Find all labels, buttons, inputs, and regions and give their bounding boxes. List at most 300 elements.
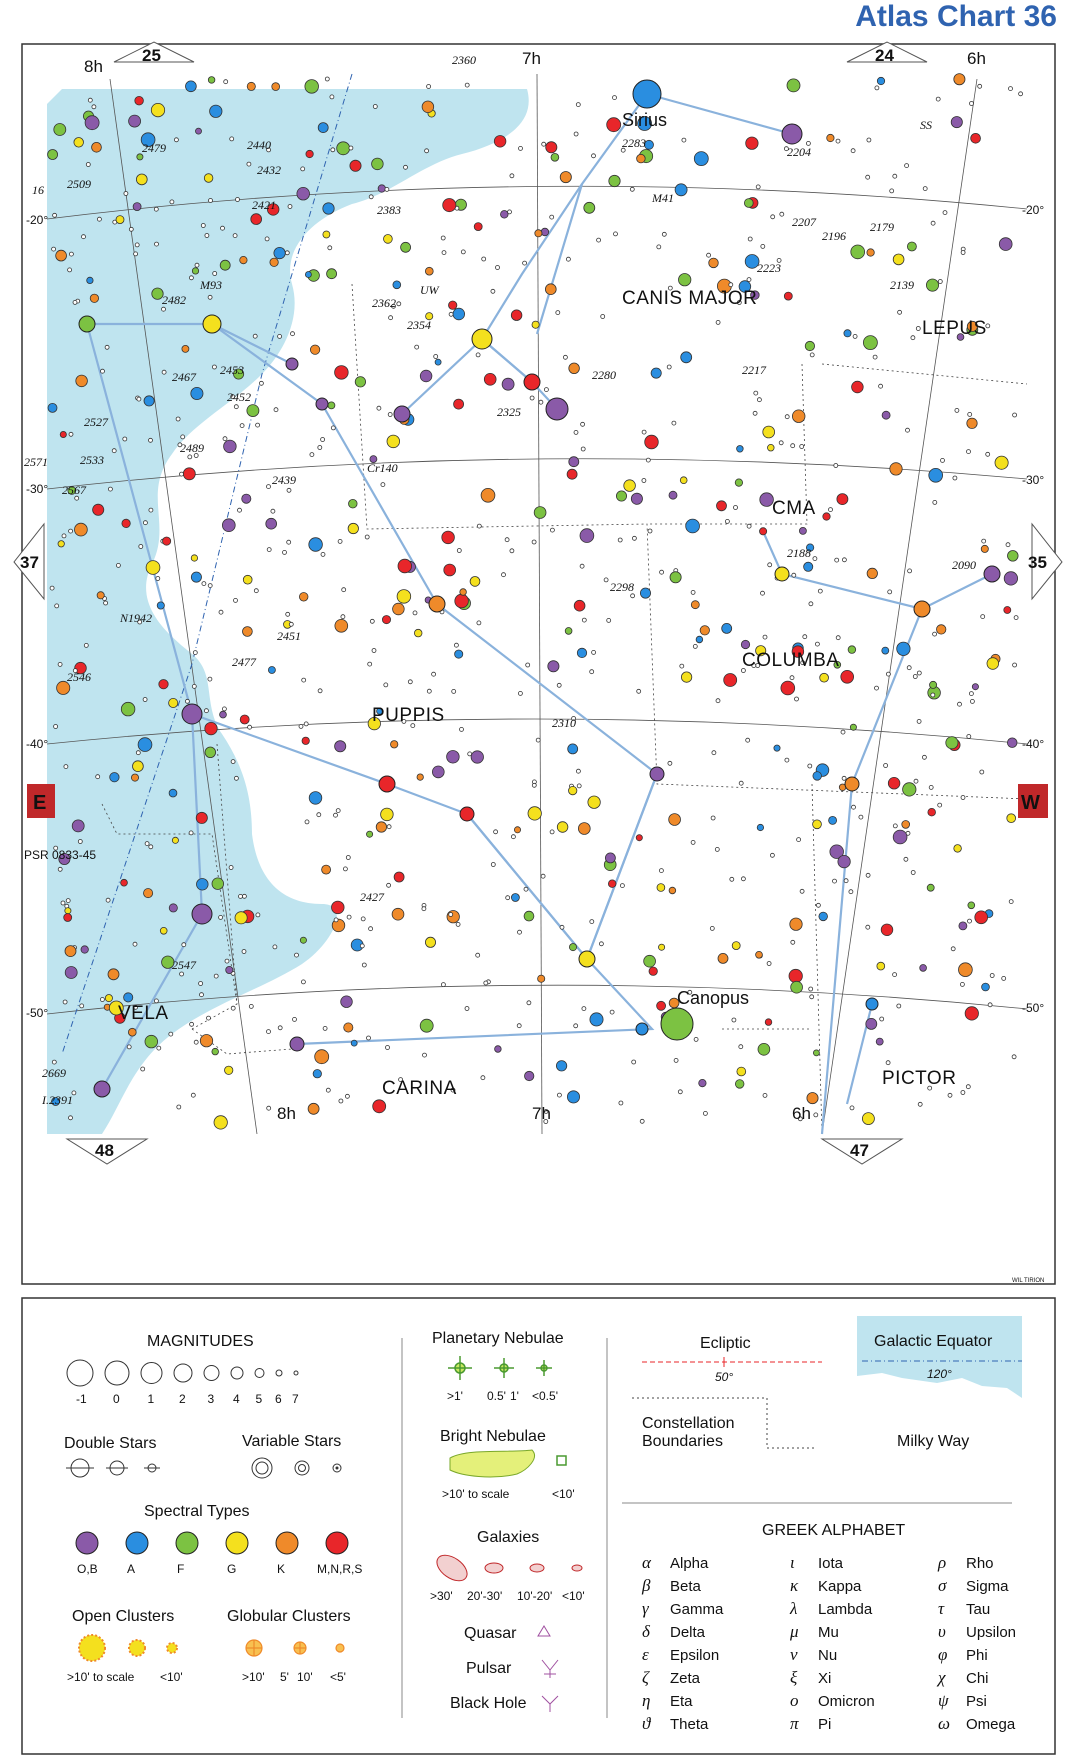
object-label: 2467 [172, 370, 196, 384]
star [52, 247, 56, 251]
greek-symbol: ω [938, 1714, 951, 1733]
star [918, 1102, 922, 1106]
star [323, 203, 334, 214]
bright-star[interactable] [290, 1037, 304, 1051]
star [592, 154, 596, 158]
star [550, 830, 554, 834]
star [199, 982, 203, 986]
star [938, 803, 942, 807]
star [48, 150, 58, 160]
greek-symbol: ν [790, 1645, 798, 1664]
star [792, 573, 796, 577]
star [432, 672, 436, 676]
object-label: 2427 [360, 890, 384, 904]
star [823, 513, 830, 520]
bright-star[interactable] [775, 567, 789, 581]
bright-star[interactable] [203, 315, 221, 333]
star [867, 568, 877, 578]
bright-star[interactable] [984, 566, 1000, 582]
star [136, 174, 147, 185]
star [63, 1000, 67, 1004]
star [145, 842, 149, 846]
star [833, 879, 837, 883]
object-label: 2090 [952, 558, 976, 572]
star [556, 311, 560, 315]
object-label: 2439 [272, 473, 296, 487]
star [455, 650, 463, 658]
star [849, 890, 853, 894]
spectral-swatch [126, 1532, 148, 1554]
star [116, 563, 120, 567]
constellation-columba: COLUMBA [742, 650, 840, 671]
object-label: 2547 [172, 958, 196, 972]
star [818, 589, 822, 593]
star [624, 480, 636, 492]
star [724, 674, 737, 687]
star [97, 592, 104, 599]
object-label: 2280 [592, 368, 616, 382]
star [785, 758, 789, 762]
greek-name: Eta [670, 1693, 693, 1710]
star [144, 396, 154, 406]
svg-text:<5': <5' [330, 1670, 346, 1684]
star [64, 914, 72, 922]
spectral-swatch [276, 1532, 298, 1554]
star-chart[interactable] [22, 44, 1055, 1284]
spectral-swatch [76, 1532, 98, 1554]
object-label: 2527 [84, 415, 108, 429]
star [542, 142, 546, 146]
object-label: N1942 [120, 611, 153, 625]
dec-label: -20° [1022, 203, 1045, 217]
bright-star[interactable] [94, 1081, 110, 1097]
star [155, 242, 159, 246]
magnitude-label: 4 [233, 1392, 240, 1406]
bright-star[interactable] [579, 951, 595, 967]
star [961, 251, 965, 255]
star [318, 446, 322, 450]
star [235, 912, 247, 924]
star [297, 187, 310, 200]
star [225, 959, 229, 963]
bright-star[interactable] [429, 596, 445, 612]
star [321, 438, 325, 442]
bright-star[interactable] [633, 80, 661, 108]
star [501, 211, 509, 219]
star [842, 776, 846, 780]
star [893, 254, 904, 265]
star [760, 528, 767, 535]
star [850, 724, 856, 730]
star [144, 889, 153, 898]
star [265, 237, 269, 241]
bright-star[interactable] [782, 124, 802, 144]
star [177, 1105, 181, 1109]
star [710, 926, 714, 930]
star [550, 528, 554, 532]
star [800, 445, 804, 449]
svg-text:Ecliptic: Ecliptic [700, 1335, 751, 1352]
star [369, 195, 373, 199]
star [816, 903, 820, 907]
star [174, 138, 178, 142]
star [370, 619, 374, 623]
star [813, 820, 822, 829]
bright-star[interactable] [914, 601, 930, 617]
star [815, 642, 819, 646]
greek-symbol: λ [790, 1599, 798, 1618]
star [680, 664, 684, 668]
star [334, 813, 338, 817]
star [350, 160, 361, 171]
star [538, 975, 545, 982]
star [441, 983, 445, 987]
star [494, 830, 498, 834]
star [136, 751, 140, 755]
star [707, 253, 711, 257]
star [548, 661, 559, 672]
object-label: I.2391 [42, 1093, 73, 1107]
star [336, 809, 340, 813]
east-marker [27, 784, 55, 818]
star [725, 519, 729, 523]
star [299, 593, 308, 602]
star [360, 944, 364, 948]
greek-symbol: ο [790, 1691, 799, 1710]
star [875, 86, 879, 90]
greek-name: Psi [966, 1693, 987, 1710]
star [1007, 814, 1016, 823]
star [219, 610, 223, 614]
star [256, 423, 260, 427]
star [566, 257, 570, 261]
star [761, 244, 765, 248]
star [946, 737, 958, 749]
star [193, 651, 197, 655]
object-label: 2451 [277, 629, 301, 643]
star [578, 823, 590, 835]
star [510, 174, 514, 178]
svg-text:E: E [33, 792, 47, 814]
star [346, 856, 350, 860]
star [145, 1035, 158, 1048]
greek-name: Omega [966, 1716, 1016, 1733]
magnitude-swatch [294, 1371, 298, 1375]
star [981, 545, 988, 552]
star [681, 672, 691, 682]
magnitude-swatch [231, 1367, 243, 1379]
star [270, 258, 278, 266]
star [291, 332, 295, 336]
star [341, 615, 345, 619]
star [339, 1099, 343, 1103]
star [84, 643, 88, 647]
bright-star[interactable] [472, 329, 492, 349]
star [730, 877, 734, 881]
bright-star[interactable] [661, 1008, 693, 1040]
star [876, 1038, 883, 1045]
star [518, 691, 522, 695]
constellation-cma: CMA [772, 498, 816, 519]
bright-star[interactable] [460, 807, 474, 821]
constellation-puppis: PUPPIS [372, 705, 445, 726]
star [986, 452, 990, 456]
ra-label: 8h [84, 57, 103, 76]
star [54, 124, 66, 136]
star [920, 965, 927, 972]
star [224, 440, 237, 453]
star [620, 884, 624, 888]
bright-star[interactable] [866, 998, 878, 1010]
object-label: 2452 [227, 390, 251, 404]
bright-star[interactable] [546, 398, 568, 420]
star [397, 302, 401, 306]
bright-star[interactable] [79, 316, 95, 332]
star [961, 1091, 965, 1095]
svg-text:>1': >1' [447, 1389, 463, 1403]
star [879, 384, 883, 388]
star [888, 590, 892, 594]
star [127, 1045, 131, 1049]
object-label: 2571 [24, 455, 48, 469]
star [567, 1091, 579, 1103]
star [679, 274, 691, 286]
star [170, 200, 174, 204]
star [767, 962, 771, 966]
star [121, 879, 128, 886]
magnitude-swatch [276, 1370, 282, 1376]
svg-text:<0.5': <0.5' [532, 1389, 558, 1403]
star [454, 643, 458, 647]
star [287, 540, 291, 544]
object-label: 2509 [67, 177, 91, 191]
star [48, 403, 57, 412]
star [69, 529, 73, 533]
object-label: 2432 [257, 163, 281, 177]
star [820, 673, 829, 682]
star [1014, 616, 1018, 620]
star [556, 1061, 566, 1071]
star [220, 260, 230, 270]
star [850, 1106, 854, 1110]
object-label: M41 [652, 191, 674, 205]
star [73, 300, 77, 304]
star [599, 942, 603, 946]
star [601, 315, 605, 319]
star [636, 835, 642, 841]
star [511, 310, 522, 321]
star [236, 198, 240, 202]
star [807, 1093, 818, 1104]
star [435, 359, 441, 365]
star [247, 405, 259, 417]
bright-star[interactable] [316, 398, 328, 410]
star [72, 820, 84, 832]
star [577, 784, 581, 788]
svg-text:Pulsar: Pulsar [466, 1660, 512, 1677]
star [886, 672, 890, 676]
star [214, 974, 218, 978]
star [637, 154, 646, 163]
star [813, 772, 822, 781]
bright-star[interactable] [524, 374, 540, 390]
star [881, 924, 893, 936]
star [325, 77, 329, 81]
bright-star[interactable] [845, 777, 859, 791]
star [703, 1111, 707, 1115]
star [452, 689, 456, 693]
star [323, 1026, 327, 1030]
star [137, 397, 141, 401]
star [212, 365, 216, 369]
star [890, 463, 902, 475]
star [191, 572, 201, 582]
star [304, 722, 308, 726]
star [449, 301, 457, 309]
bright-star[interactable] [192, 904, 212, 924]
star [691, 590, 695, 594]
star [192, 684, 196, 688]
star [482, 257, 486, 261]
star [604, 578, 608, 582]
star [188, 455, 192, 459]
star [305, 80, 319, 94]
star [524, 911, 534, 921]
ra-label: 6h [792, 1104, 811, 1123]
star [746, 137, 758, 149]
greek-symbol: μ [790, 1622, 799, 1641]
star [326, 1088, 330, 1092]
star [372, 158, 384, 170]
star [898, 310, 902, 314]
star [189, 831, 193, 835]
star [659, 869, 663, 873]
star [718, 953, 728, 963]
object-label: UW [420, 283, 439, 297]
star [96, 775, 100, 779]
star [398, 559, 412, 573]
greek-symbol: ψ [938, 1691, 949, 1710]
star [784, 292, 792, 300]
star [584, 202, 595, 213]
star [785, 415, 789, 419]
star [694, 152, 708, 166]
star [657, 245, 661, 249]
star [791, 444, 795, 448]
star [465, 83, 469, 87]
star [191, 1093, 195, 1097]
bright-star[interactable] [636, 1023, 648, 1035]
greek-symbol: π [790, 1714, 799, 1733]
star [186, 81, 197, 92]
star [829, 816, 837, 824]
star [911, 336, 915, 340]
star [191, 387, 203, 399]
star [308, 1103, 319, 1114]
svg-text:W: W [1021, 792, 1040, 814]
star [933, 632, 937, 636]
star [642, 430, 646, 434]
star [240, 715, 249, 724]
bright-star[interactable] [394, 406, 410, 422]
star [156, 577, 160, 581]
star [951, 947, 955, 951]
star [528, 807, 541, 820]
star [456, 922, 460, 926]
star [124, 192, 128, 196]
bright-star[interactable] [182, 704, 202, 724]
star [649, 967, 657, 975]
star [299, 724, 303, 728]
star [474, 223, 482, 231]
star [476, 953, 480, 957]
star [221, 226, 225, 230]
star [422, 101, 434, 113]
spectral-label: F [177, 1562, 185, 1576]
star [829, 508, 833, 512]
star [851, 149, 855, 153]
star [867, 249, 874, 256]
star [897, 642, 910, 655]
star [52, 1060, 56, 1064]
star [657, 1001, 666, 1010]
star [674, 1058, 678, 1062]
star [511, 835, 515, 839]
star [495, 1046, 502, 1053]
star [1009, 87, 1013, 91]
star [444, 564, 456, 576]
star [442, 251, 446, 255]
greek-name: Alpha [670, 1555, 709, 1572]
star [267, 1030, 271, 1034]
star [185, 699, 189, 703]
star [90, 294, 98, 302]
star [517, 1024, 521, 1028]
ra-label: 7h [522, 49, 541, 68]
star [609, 175, 620, 186]
star [222, 707, 226, 711]
bright-star[interactable] [650, 767, 664, 781]
star [923, 187, 927, 191]
star [300, 937, 306, 943]
bright-star[interactable] [286, 358, 298, 370]
star [669, 814, 681, 826]
star [893, 824, 897, 828]
star [970, 699, 974, 703]
star [414, 629, 422, 637]
star [204, 174, 213, 183]
object-label: M93 [200, 278, 222, 292]
bright-star[interactable] [379, 776, 395, 792]
star [669, 491, 677, 499]
star [916, 327, 920, 331]
star [397, 590, 411, 604]
star [283, 550, 287, 554]
star [220, 711, 227, 718]
star [914, 779, 918, 783]
dec-label: -40° [1022, 737, 1045, 751]
star [618, 538, 622, 542]
star [505, 538, 509, 542]
star [557, 822, 568, 833]
star [226, 966, 233, 973]
star [982, 983, 990, 991]
greek-symbol: χ [938, 1668, 946, 1687]
star [133, 203, 141, 211]
star [999, 238, 1012, 251]
star [954, 845, 962, 853]
star [205, 722, 217, 734]
